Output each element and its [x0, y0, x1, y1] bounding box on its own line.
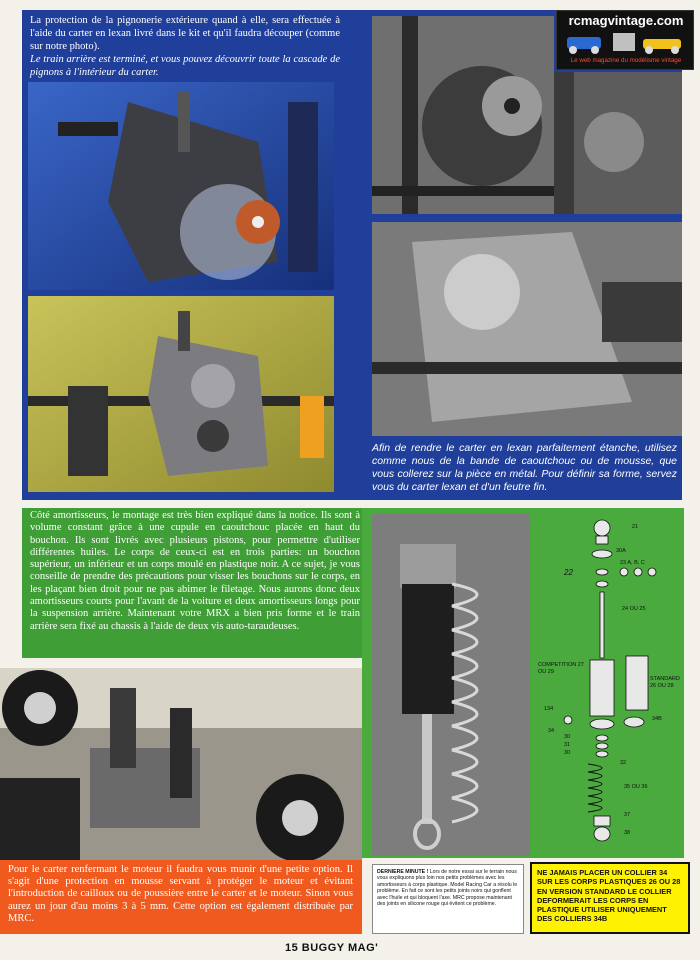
intro-paragraph-1: La protection de la pignonerie extérieure quand à elle, sera effectuée à l'aide du carter en lexan livré dans le kit et qu'il faudra découper (comme sur notre photo). — [30, 15, 340, 52]
page-folio: 15 BUGGY MAG' — [285, 942, 379, 954]
photo-buggy-engine — [0, 668, 362, 860]
photo-lexan-cover — [372, 222, 682, 436]
logo-cars-icon — [563, 29, 689, 55]
part-label-35-36: 35 OU 36 — [624, 784, 648, 790]
photo-gearbox-yellow — [28, 296, 334, 492]
part-label-30a: 30A — [616, 548, 626, 554]
part-label-134: 134 — [544, 706, 554, 712]
photo-gearbox-blue — [28, 82, 334, 290]
photo-gear-cascade-top-right — [554, 72, 682, 214]
intro-paragraph-2: Le train arrière est terminé, et vous pouvez découvrir toute la cascade de pignons à l'intérieur du carter. — [30, 54, 340, 78]
parts-diagram — [534, 514, 684, 858]
logo-title: rcmagvintage.com — [568, 13, 684, 28]
part-label-38: 38 — [624, 830, 631, 836]
part-label-32: 32 — [620, 760, 627, 766]
shock-absorber-text: Côté amortisseurs, le montage est très bien expliqué dans la notice. Ils sont à volume constant grâce à une cupule en caoutchouc placée en haut du bouchon. Ils sont livrés avec plusieurs pistons, pour permettre d'utiliser différentes huiles. Le corps de ceux-ci est en trois parties: un bouchon supérieur, un inférieur et un corps moulé en plastique noir. A ce sujet, je vous conseille de prendre des précautions pour visser les bouchons sur le corps, en les plaçant bien droit pour ne pas abimer le filetage. Nous aurons donc deux amortisseurs courts pour l'avant de la voiture et deux amortisseurs longs pour la suspension arrière. Maintenant votre MRX a bien pris forme et le train arrière sera fixé au chassis à l'aide de deux vis auto-taraudeuses. — [30, 510, 360, 632]
collar-warning-box: NE JAMAIS PLACER UN COLLIER 34 SUR LES CORPS PLASTIQUES 26 OU 28 EN VERSION STANDARD LE COLLIER DEFORMERAIT LES CORPS EN PLASTIQUE UTILISER UNIQUEMENT DES COLLIERS 34B — [530, 862, 690, 934]
part-label-competition: COMPETITION 27 OU 29 — [538, 662, 584, 675]
part-label-standard: STANDARD 26 OU 28 — [650, 676, 680, 689]
part-label-37: 37 — [624, 812, 631, 818]
part-label-22: 22 — [564, 568, 573, 577]
last-minute-box — [372, 864, 524, 934]
part-label-23abc: 23 A, B, C — [620, 560, 645, 566]
part-label-24-25: 24 OU 25 — [622, 606, 646, 612]
intro-text — [30, 14, 340, 79]
part-label-34: 34 — [548, 728, 555, 734]
last-minute-body: Lors de notre essai sur le terrain nous vous expliquons plus loin nos petits problèmes avec les amortisseurs à corps plastique. Model Racing Car a résolu le problème. En fait ce sont les petits joints noirs qui gonflent avec l'huile et qui bloquent l'axe. MRC propose maintenant des joints en silicone rouge qui évitent ce problème. — [377, 869, 518, 908]
foam-option-text: Pour le carter renfermant le moteur il faudra vous munir d'une petite option. Il s'agit d'une protection en mousse servant à protéger le moteur et évitant l'introduction de cailloux ou de poussière entre le carter et le moteur. Sinon vous aurez un jour d'au moins 3 à 5 mm. Cette option est également distribuée par MRC. — [8, 864, 353, 924]
lexan-caption: Afin de rendre le carter en lexan parfaitement étanche, utilisez comme nous de la bande de caoutchouc ou de mousse, que vous collerez sur la pièce en métal. Pour définir sa forme, servez vous du carter lexan et d'un feutre fin. — [372, 442, 677, 493]
part-label-21: 21 — [632, 524, 639, 530]
logo-subtitle: Le web magazine du modélisme vintage — [570, 57, 682, 64]
part-label-30-lower: 30 — [564, 750, 571, 756]
part-label-31: 31 — [564, 742, 571, 748]
part-label-30-upper: 30 — [564, 734, 571, 740]
part-label-34b: 34B — [652, 716, 662, 722]
site-logo[interactable] — [556, 10, 694, 70]
last-minute-heading: DERNIERE MINUTE ! — [377, 869, 429, 875]
photo-gear-cascade-top — [372, 16, 554, 214]
photo-shock-absorber — [372, 514, 530, 856]
